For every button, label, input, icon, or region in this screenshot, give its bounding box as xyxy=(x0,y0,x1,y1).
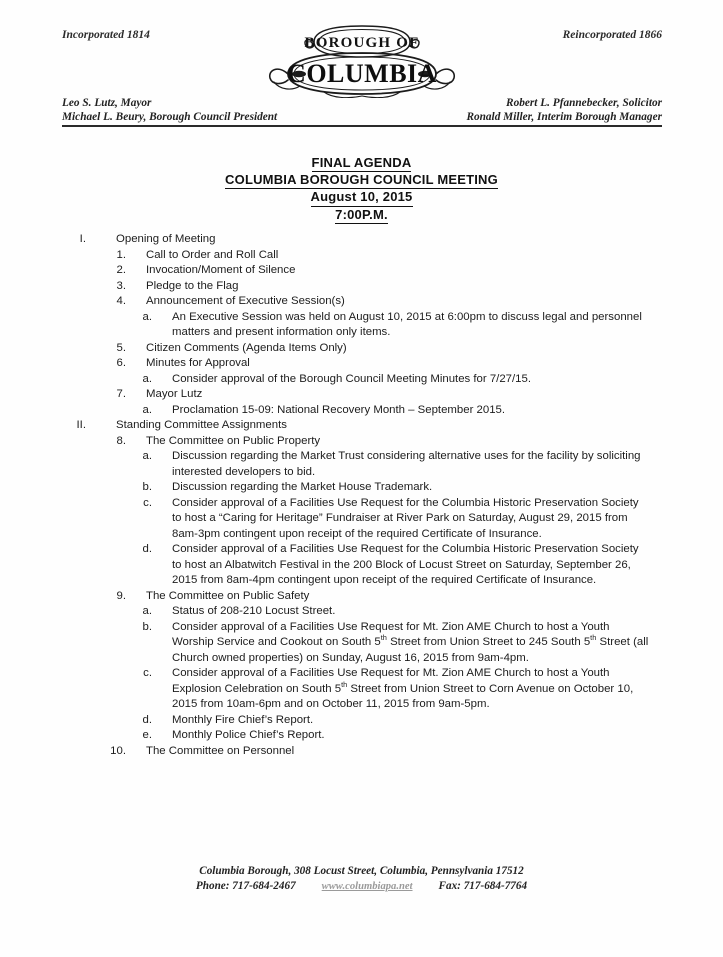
footer-address: Columbia Borough, 308 Locust Street, Columbia, Pennsylvania 17512 xyxy=(199,865,524,877)
agenda-item-list xyxy=(0,232,723,759)
agenda-item xyxy=(0,341,723,357)
council-president-name: Michael L. Beury, Borough Council President xyxy=(62,110,278,123)
agenda-item-marker: a. xyxy=(142,372,152,385)
title-meeting-date: August 10, 2015 xyxy=(311,189,413,206)
agenda-item xyxy=(0,294,723,310)
crest-top-text: BOROUGH OF xyxy=(304,35,420,51)
agenda-item-text: Discussion regarding the Market House Trademark. xyxy=(172,481,433,493)
incorporated-date-left: Incorporated 1814 xyxy=(62,29,150,41)
agenda-item xyxy=(0,387,723,403)
agenda-item-marker: 9. xyxy=(116,589,126,602)
agenda-item xyxy=(0,279,723,295)
agenda-item-text: Consider approval of a Facilities Use Request for Mt. Zion AME Church to host a Youth Explosion Celebration on South 5th Street from Union Street to Corn Avenue on October 10, 2015 from 10am-6pm and on October 11, 2015 from 9am-5pm. xyxy=(172,667,634,710)
agenda-item-text: Discussion regarding the Market Trust considering alternative uses for the facility by soliciting interested developers to bid. xyxy=(172,450,641,478)
agenda-item-marker: 3. xyxy=(116,279,126,292)
agenda-item-text: Minutes for Approval xyxy=(146,357,250,369)
crest-main-text: COLUMBIA xyxy=(287,59,437,88)
agenda-item-marker: c. xyxy=(143,667,152,679)
agenda-item-text: Opening of Meeting xyxy=(116,233,216,245)
agenda-item-text: Call to Order and Roll Call xyxy=(146,248,279,261)
agenda-item-text: Mayor Lutz xyxy=(146,388,203,400)
title-meeting-name: COLUMBIA BOROUGH COUNCIL MEETING xyxy=(225,172,498,189)
agenda-item-marker: 4. xyxy=(116,295,126,307)
footer-phone: Phone: 717-684-2467 xyxy=(195,879,296,892)
title-line-4 xyxy=(0,207,723,224)
agenda-item-text: Consider approval of a Facilities Use Request for the Columbia Historic Preservation Society to host an Albatwitch Festival in the 200 Block of Locust Street on Saturday, September 26, 2015 from 8am-4pm contingent upon receipt of the required Certificate of Insurance. xyxy=(172,543,639,586)
agenda-item xyxy=(0,356,723,372)
agenda-item-marker: I. xyxy=(79,233,86,245)
title-meeting-time: 7:00P.M. xyxy=(335,207,388,224)
incorporated-date-right: Reincorporated 1866 xyxy=(562,29,662,41)
mayor-name: Leo S. Lutz, Mayor xyxy=(62,97,152,109)
agenda-item xyxy=(0,418,723,434)
agenda-item xyxy=(0,403,723,419)
agenda-item-text: An Executive Session was held on August 10, 2015 at 6:00pm to discuss legal and personnel matters and present information only items. xyxy=(172,310,642,338)
agenda-item xyxy=(0,666,723,713)
agenda-item xyxy=(0,713,723,729)
agenda-item-text: Monthly Fire Chief’s Report. xyxy=(172,713,314,726)
agenda-item xyxy=(0,310,723,341)
agenda-item xyxy=(0,248,723,264)
agenda-item-marker: 6. xyxy=(116,357,126,369)
title-line-1 xyxy=(0,155,723,172)
borough-crest-logo xyxy=(262,20,462,98)
agenda-item xyxy=(0,620,723,667)
agenda-item-text: Consider approval of the Borough Council Meeting Minutes for 7/27/15. xyxy=(172,372,532,385)
agenda-item-marker: a. xyxy=(142,450,152,462)
agenda-item-marker: e. xyxy=(142,729,152,741)
agenda-item-marker: 5. xyxy=(116,341,126,354)
agenda-item-marker: a. xyxy=(142,605,152,617)
agenda-item-marker: c. xyxy=(143,496,152,509)
agenda-item xyxy=(0,496,723,543)
agenda-item xyxy=(0,589,723,605)
agenda-item xyxy=(0,372,723,388)
agenda-item-marker: 1. xyxy=(116,248,126,261)
agenda-item xyxy=(0,263,723,279)
footer-fax: Fax: 717-684-7764 xyxy=(438,879,528,892)
agenda-item xyxy=(0,728,723,744)
agenda-item-text: Announcement of Executive Session(s) xyxy=(146,295,345,307)
agenda-item-text: Proclamation 15-09: National Recovery Month – September 2015. xyxy=(172,403,506,416)
agenda-item-text: Monthly Police Chief’s Report. xyxy=(172,729,325,741)
agenda-item-text: The Committee on Public Property xyxy=(146,434,321,447)
page-footer xyxy=(0,864,723,894)
footer-website-link[interactable]: www.columbiapa.net xyxy=(321,880,413,892)
agenda-item xyxy=(0,480,723,496)
title-line-3 xyxy=(0,189,723,206)
title-final-agenda: FINAL AGENDA xyxy=(312,155,412,172)
agenda-item-text: Standing Committee Assignments xyxy=(116,419,287,431)
agenda-item-marker: a. xyxy=(142,403,152,416)
officer-row xyxy=(62,111,662,125)
agenda-item xyxy=(0,744,723,760)
agenda-item-text: Citizen Comments (Agenda Items Only) xyxy=(146,341,347,354)
agenda-item-marker: 8. xyxy=(116,434,126,447)
footer-contact-row xyxy=(0,879,723,895)
agenda-item-text: Status of 208-210 Locust Street. xyxy=(172,605,336,617)
agenda-item-text: The Committee on Personnel xyxy=(146,744,295,757)
agenda-item xyxy=(0,449,723,480)
agenda-item-marker: 2. xyxy=(116,264,126,276)
agenda-item-marker: II. xyxy=(76,419,86,431)
agenda-item xyxy=(0,232,723,248)
letterhead-divider xyxy=(62,125,662,127)
agenda-item-marker: 10. xyxy=(110,744,126,757)
agenda-item-text: The Committee on Public Safety xyxy=(146,589,310,602)
agenda-item xyxy=(0,434,723,450)
agenda-item-text: Pledge to the Flag xyxy=(146,279,239,292)
agenda-item-text: Invocation/Moment of Silence xyxy=(146,264,296,276)
agenda-item-marker: 7. xyxy=(116,388,126,400)
agenda-title-block xyxy=(0,155,723,224)
agenda-item-marker: b. xyxy=(142,481,152,493)
agenda-item xyxy=(0,604,723,620)
agenda-item-text: Consider approval of a Facilities Use Request for the Columbia Historic Preservation Society to host a “Caring for Heritage” Fundraiser at River Park on Saturday, August 29, 2015 from 8am-3pm contingent upon receipt of the required Certificate of Insurance. xyxy=(172,496,639,540)
officer-row xyxy=(62,97,662,111)
agenda-item-marker: d. xyxy=(142,543,152,555)
title-line-2 xyxy=(0,172,723,189)
solicitor-name: Robert L. Pfannebecker, Solicitor xyxy=(506,97,662,109)
officers-block xyxy=(62,97,662,127)
borough-manager-name: Ronald Miller, Interim Borough Manager xyxy=(466,110,662,123)
agenda-item-text: Consider approval of a Facilities Use Request for Mt. Zion AME Church to host a Youth Worship Service and Cookout on South 5th Street from Union Street to 245 South 5th Street (all Church owned properties) on Sunday, August 16, 2015 from 9am-4pm. xyxy=(172,620,649,664)
agenda-item-marker: b. xyxy=(142,620,152,633)
agenda-item-marker: a. xyxy=(142,310,152,323)
agenda-item-marker: d. xyxy=(142,713,152,726)
agenda-item xyxy=(0,542,723,589)
